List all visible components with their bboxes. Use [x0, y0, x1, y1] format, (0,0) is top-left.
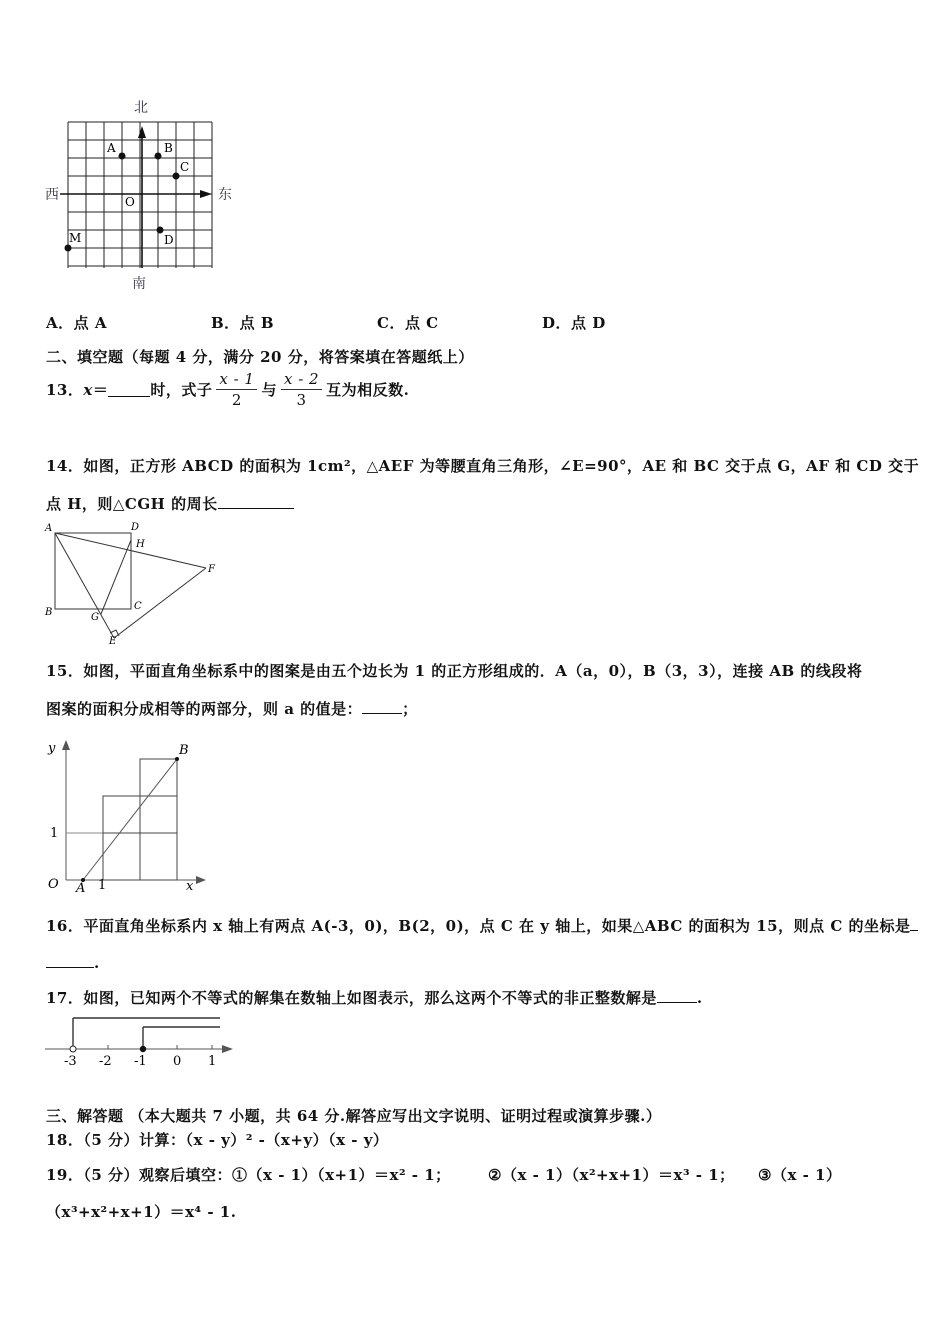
svg-text:G: G	[91, 612, 99, 623]
q13-number: 13．	[46, 381, 84, 399]
svg-text:D: D	[131, 522, 140, 533]
q17-answer-blank[interactable]	[657, 988, 697, 1003]
svg-text:南: 南	[132, 276, 146, 292]
q13-equals: ＝	[92, 381, 109, 399]
q14-answer-blank[interactable]	[218, 494, 294, 509]
svg-text:x: x	[186, 879, 194, 894]
svg-text:西: 西	[45, 187, 59, 203]
q17-number-line	[40, 1012, 240, 1072]
svg-text:0: 0	[173, 1054, 182, 1069]
question-18: 18．（5 分）计算：（x - y）² -（x+y）（x - y）	[46, 1131, 389, 1149]
question-15-line-2: 图案的面积分成相等的两部分，则 a 的值是： ；	[46, 700, 418, 718]
q13-answer-blank[interactable]	[108, 382, 150, 397]
svg-text:H: H	[136, 539, 145, 550]
q15-answer-blank[interactable]	[362, 699, 402, 714]
svg-text:O: O	[48, 877, 59, 892]
q12-grid-figure	[40, 92, 250, 292]
svg-text:O: O	[125, 195, 135, 209]
question-16-line-2: .	[46, 953, 100, 972]
svg-text:-2: -2	[99, 1054, 112, 1069]
svg-text:A: A	[107, 141, 116, 155]
question-17: 17．如图，已知两个不等式的解集在数轴上如图表示，那么这两个不等式的非正整数解是 .	[46, 989, 703, 1007]
question-19-line-2: （x³+x²+x+1）＝x⁴ - 1.	[46, 1203, 237, 1221]
svg-text:1: 1	[50, 826, 59, 841]
svg-text:M: M	[69, 231, 82, 245]
svg-text:C: C	[180, 160, 190, 174]
svg-text:东: 东	[218, 187, 232, 203]
option-b[interactable]: B．点 B	[211, 314, 275, 332]
svg-text:-3: -3	[64, 1054, 77, 1069]
q13-tail: 互为相反数.	[326, 381, 410, 399]
q13-with: 与	[261, 381, 277, 399]
question-19-part-2: ②（x - 1）（x²+x+1）＝x³ - 1；	[488, 1166, 735, 1184]
q13-fraction-1: $\frac{x - 1}{2}$	[216, 370, 257, 409]
svg-text:E: E	[109, 636, 117, 646]
svg-text:A: A	[76, 881, 86, 896]
q16-answer-blank-start[interactable]	[910, 916, 918, 931]
q16-answer-blank[interactable]	[46, 953, 94, 968]
svg-text:B: B	[164, 141, 173, 155]
section-3-title: 三、解答题 （本大题共 7 小题，共 64 分.解答应写出文字说明、证明过程或演算步骤.）	[46, 1107, 662, 1125]
svg-text:y: y	[48, 741, 56, 756]
option-d[interactable]: D．点 D	[542, 314, 606, 332]
q13-fraction-2: $\frac{x - 2}{3}$	[281, 370, 322, 409]
svg-text:北: 北	[134, 100, 148, 116]
option-a[interactable]: A．点 A	[46, 314, 107, 332]
q15-coordinate-figure	[40, 730, 210, 896]
svg-text:A: A	[45, 523, 53, 534]
option-c[interactable]: C．点 C	[377, 314, 439, 332]
svg-text:D: D	[164, 233, 174, 247]
question-13	[46, 370, 409, 409]
question-16-line-1: 16．平面直角坐标系内 x 轴上有两点 A(-3，0)，B(2，0)，点 C 在 y 轴上，如果△ABC 的面积为 15，则点 C 的坐标是	[46, 915, 918, 936]
question-15-line-1: 15．如图，平面直角坐标系中的图案是由五个边长为 1 的正方形组成的．A（a，0），B（3，3），连接 AB 的线段将	[46, 662, 863, 680]
question-14-line-2: 点 H，则△CGH 的周长	[46, 493, 294, 514]
svg-text:1: 1	[208, 1054, 217, 1069]
svg-text:1: 1	[98, 878, 107, 893]
svg-text:F: F	[208, 564, 215, 575]
question-19-part-1: 19．（5 分）观察后填空：①（x - 1）（x+1）＝x² - 1；	[46, 1166, 451, 1184]
q14-square-figure	[40, 518, 230, 646]
svg-text:-1: -1	[134, 1054, 147, 1069]
question-14-line-1: 14．如图，正方形 ABCD 的面积为 1cm²，△AEF 为等腰直角三角形，∠E=90°，AE 和 BC 交于点 G，AF 和 CD 交于	[46, 457, 920, 475]
q13-variable: x	[83, 380, 93, 399]
section-2-title: 二、填空题（每题 4 分，满分 20 分，将答案填在答题纸上）	[46, 348, 474, 366]
q13-when: 时，式子	[150, 381, 213, 399]
svg-text:B: B	[179, 743, 189, 758]
svg-text:B: B	[45, 607, 53, 618]
question-19-part-3: ③（x - 1）	[758, 1166, 842, 1184]
svg-text:C: C	[134, 601, 142, 612]
